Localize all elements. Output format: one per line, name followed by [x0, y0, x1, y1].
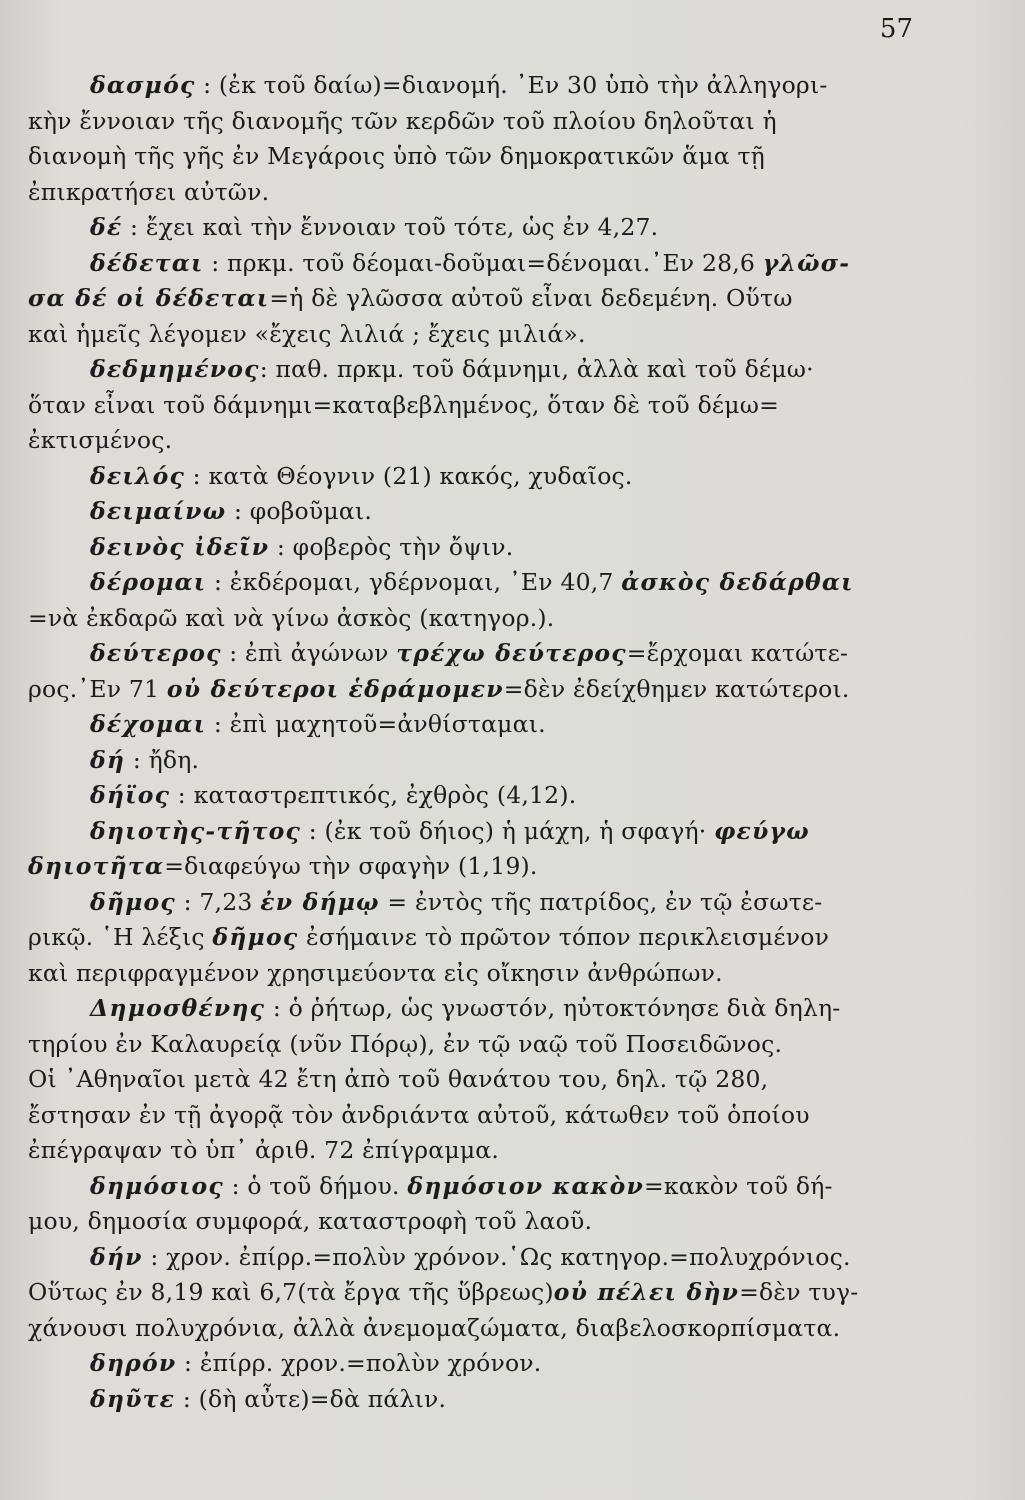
text-line [28, 1098, 928, 1134]
headword: δέ [90, 213, 123, 241]
headword: δηιοτὴς-τῆτος [90, 816, 302, 845]
entry-line [28, 68, 928, 104]
line-text: : κατὰ Θέογνιν (21) κακός, χυδαῖος. [185, 461, 633, 490]
entry-line [28, 352, 928, 388]
entry-line [28, 743, 928, 779]
text-line [28, 175, 928, 211]
headword: δή [90, 745, 126, 774]
line-text: χάνουσι πολυχρόνια, ἀλλὰ ἀνεμομαζώματα, διαβελοσκορπίσματα. [28, 1313, 841, 1342]
line-text: =δὲν τυγ- [739, 1278, 859, 1306]
text-line [28, 1062, 928, 1098]
entry-line [28, 530, 928, 566]
headword: δειλός [90, 461, 185, 490]
text-line [28, 1275, 928, 1311]
line-text: =ἡ δὲ γλῶσσα αὐτοῦ εἶναι δεδεμένη. Οὕτω [269, 284, 793, 312]
headword: οὐ δεύτεροι ἑδράμομεν [166, 674, 504, 703]
entry-line [28, 210, 928, 246]
text-line [28, 849, 928, 885]
line-text: : καταστρεπτικός, ἐχθρὸς (4,12). [170, 781, 577, 809]
line-text: =κακὸν τοῦ δή- [643, 1171, 833, 1200]
headword: δέδεται [90, 248, 204, 277]
line-text: =νὰ ἐκδαρῶ καὶ νὰ γίνω ἀσκὸς (κατηγορ.). [28, 603, 555, 632]
line-text: μου, δημοσία συμφορά, καταστροφὴ τοῦ λαοῦ. [28, 1207, 593, 1235]
line-text: ρικῷ. ῾Η λέξις [28, 923, 213, 951]
text-line [28, 672, 928, 708]
line-text: : παθ. πρκμ. τοῦ δάμνημι, ἀλλὰ καὶ τοῦ δέμω· [259, 355, 814, 383]
headword: δηῦτε [90, 1384, 176, 1413]
headword: δέρομαι [90, 568, 207, 596]
headword: Δημοσθένης [90, 994, 266, 1022]
headword: δηρόν [90, 1349, 177, 1377]
line-text: ἐσήμαινε τὸ πρῶτον τόπον περικλεισμένον [298, 923, 830, 951]
line-text: ὅταν εἶναι τοῦ δάμνημι=καταβεβλημένος, ὅταν δὲ τοῦ δέμω= [28, 390, 780, 419]
line-text: : πρκμ. τοῦ δέομαι-δοῦμαι=δένομαι.᾿Εν 28,6 [203, 248, 763, 277]
line-text: : ἐπὶ ἀγώνων [221, 639, 397, 667]
headword: τρέχω δεύτερος [396, 639, 627, 667]
entry-line [28, 885, 928, 921]
line-text: =δὲν ἐδείχθημεν κατώτεροι. [503, 674, 850, 703]
line-text: καὶ ἡμεῖς λέγομεν «ἔχεις λιλιά ; ἔχεις μιλιά». [28, 319, 586, 348]
headword: σα δέ οἱ δέδεται [28, 284, 270, 312]
line-text: : ὁ ῥήτωρ, ὡς γνωστόν, ηὐτοκτόνησε διὰ δηλη- [265, 994, 841, 1022]
headword: δέχομαι [90, 710, 207, 738]
text-line [28, 1133, 928, 1169]
line-text: διανομὴ τῆς γῆς ἐν Μεγάροις ὑπὸ τῶν δημοκρατικῶν ἅμα τῇ [28, 142, 765, 170]
text-line [28, 104, 928, 140]
headword: οὐ πέλει δὴν [553, 1278, 740, 1306]
entry-line [28, 565, 928, 601]
entry-line [28, 814, 928, 850]
line-text: κὴν ἔννοιαν τῆς διανομῆς τῶν κερδῶν τοῦ πλοίου δηλοῦται ἡ [28, 106, 777, 135]
headword: ἐν δήμῳ [260, 887, 380, 916]
line-text: : (ἐκ τοῦ δαίω)=διανομή. ᾿Εν 30 ὑπὸ τὴν ἀλληγορι- [195, 71, 828, 99]
headword: δασμός [90, 71, 196, 99]
line-text: τηρίου ἐν Καλαυρείᾳ (νῦν Πόρῳ), ἐν τῷ ναῷ τοῦ Ποσειδῶνος. [28, 1029, 783, 1058]
headword: δῆμος [90, 887, 176, 916]
line-text: : ἐκδέρομαι, γδέρνομαι, ᾿Εν 40,7 [206, 568, 622, 596]
line-text: : ἤδη. [125, 745, 200, 774]
entry-line [28, 778, 928, 814]
text-line [28, 1204, 928, 1240]
text-line [28, 281, 928, 317]
entry-line [28, 1169, 928, 1205]
entry-line [28, 707, 928, 743]
line-text: : χρον. ἐπίρρ.=πολὺν χρόνον.῾Ως κατηγορ.=πολυχρόνιος. [142, 1242, 851, 1271]
text-line [28, 601, 928, 637]
line-text: =ἔρχομαι κατώτε- [626, 639, 849, 667]
line-text: ἐπικρατήσει αὐτῶν. [28, 177, 270, 206]
line-text: : ἔχει καὶ τὴν ἔννοιαν τοῦ τότε, ὡς ἐν 4,27. [122, 213, 659, 241]
headword: δῆμος [212, 923, 299, 951]
text-line [28, 139, 928, 175]
headword: γλῶσ- [762, 248, 851, 277]
headword: δήϊος [90, 781, 171, 809]
line-text: : ὁ τοῦ δήμου. [223, 1171, 408, 1200]
line-text: Οἱ ᾿Αθηναῖοι μετὰ 42 ἔτη ἀπὸ τοῦ θανάτου του, δηλ. τῷ 280, [28, 1065, 769, 1093]
headword: δήν [90, 1242, 143, 1271]
line-text: = ἐντὸς τῆς πατρίδος, ἐν τῷ ἐσωτε- [379, 887, 823, 916]
headword: ἀσκὸς δεδάρθαι [621, 568, 854, 596]
headword: δεδμημένος [90, 355, 260, 383]
entry-line [28, 636, 928, 672]
headword: φεύγω [714, 816, 810, 845]
text-line [28, 388, 928, 424]
text-line [28, 317, 928, 353]
headword: δεύτερος [90, 639, 222, 667]
headword: δεινὸς ἰδεῖν [90, 532, 270, 561]
glossary-text [28, 68, 928, 1417]
entry-line [28, 1240, 928, 1276]
text-line [28, 1311, 928, 1347]
line-text: ρος.᾿Εν 71 [28, 674, 167, 703]
line-text: : 7,23 [175, 887, 261, 916]
entry-line [28, 991, 928, 1027]
page-number: 57 [879, 14, 913, 44]
line-text: Οὕτως ἐν 8,19 καὶ 6,7(τὰ ἔργα τῆς ὕβρεως) [28, 1278, 554, 1306]
headword: δημόσιος [90, 1171, 224, 1200]
headword: δειμαίνω [90, 497, 227, 525]
text-line [28, 1027, 928, 1063]
line-text: : (δὴ αὖτε)=δὰ πάλιν. [175, 1384, 447, 1413]
line-text: ἐπέγραψαν τὸ ὑπ᾿ ἀριθ. 72 ἐπίγραμμα. [28, 1136, 500, 1164]
entry-line [28, 1346, 928, 1382]
line-text: : φοβερὸς τὴν ὄψιν. [269, 532, 514, 561]
line-text: ἔστησαν ἐν τῇ ἀγορᾷ τὸν ἀνδριάντα αὐτοῦ, κάτωθεν τοῦ ὁποίου [28, 1100, 810, 1129]
line-text: : ἐπὶ μαχητοῦ=ἀνθίσταμαι. [206, 710, 546, 738]
entry-line [28, 1382, 928, 1418]
line-text: =διαφεύγω τὴν σφαγὴν (1,19). [164, 852, 538, 880]
line-text: : φοβοῦμαι. [226, 497, 372, 525]
entry-line [28, 459, 928, 495]
headword: δημόσιον κακὸν [407, 1171, 644, 1200]
text-line [28, 956, 928, 992]
entry-line [28, 494, 928, 530]
line-text: : (ἐκ τοῦ δήιος) ἡ μάχη, ἡ σφαγή· [301, 816, 715, 845]
line-text: : ἐπίρρ. χρον.=πολὺν χρόνον. [176, 1349, 542, 1377]
entry-line [28, 246, 928, 282]
line-text: καὶ περιφραγμένον χρησιμεύοντα εἰς οἴκησιν ἀνθρώπων. [28, 958, 723, 987]
text-line [28, 423, 928, 459]
text-line [28, 920, 928, 956]
line-text: ἐκτισμένος. [28, 426, 173, 454]
headword: δηιοτῆτα [28, 852, 165, 880]
